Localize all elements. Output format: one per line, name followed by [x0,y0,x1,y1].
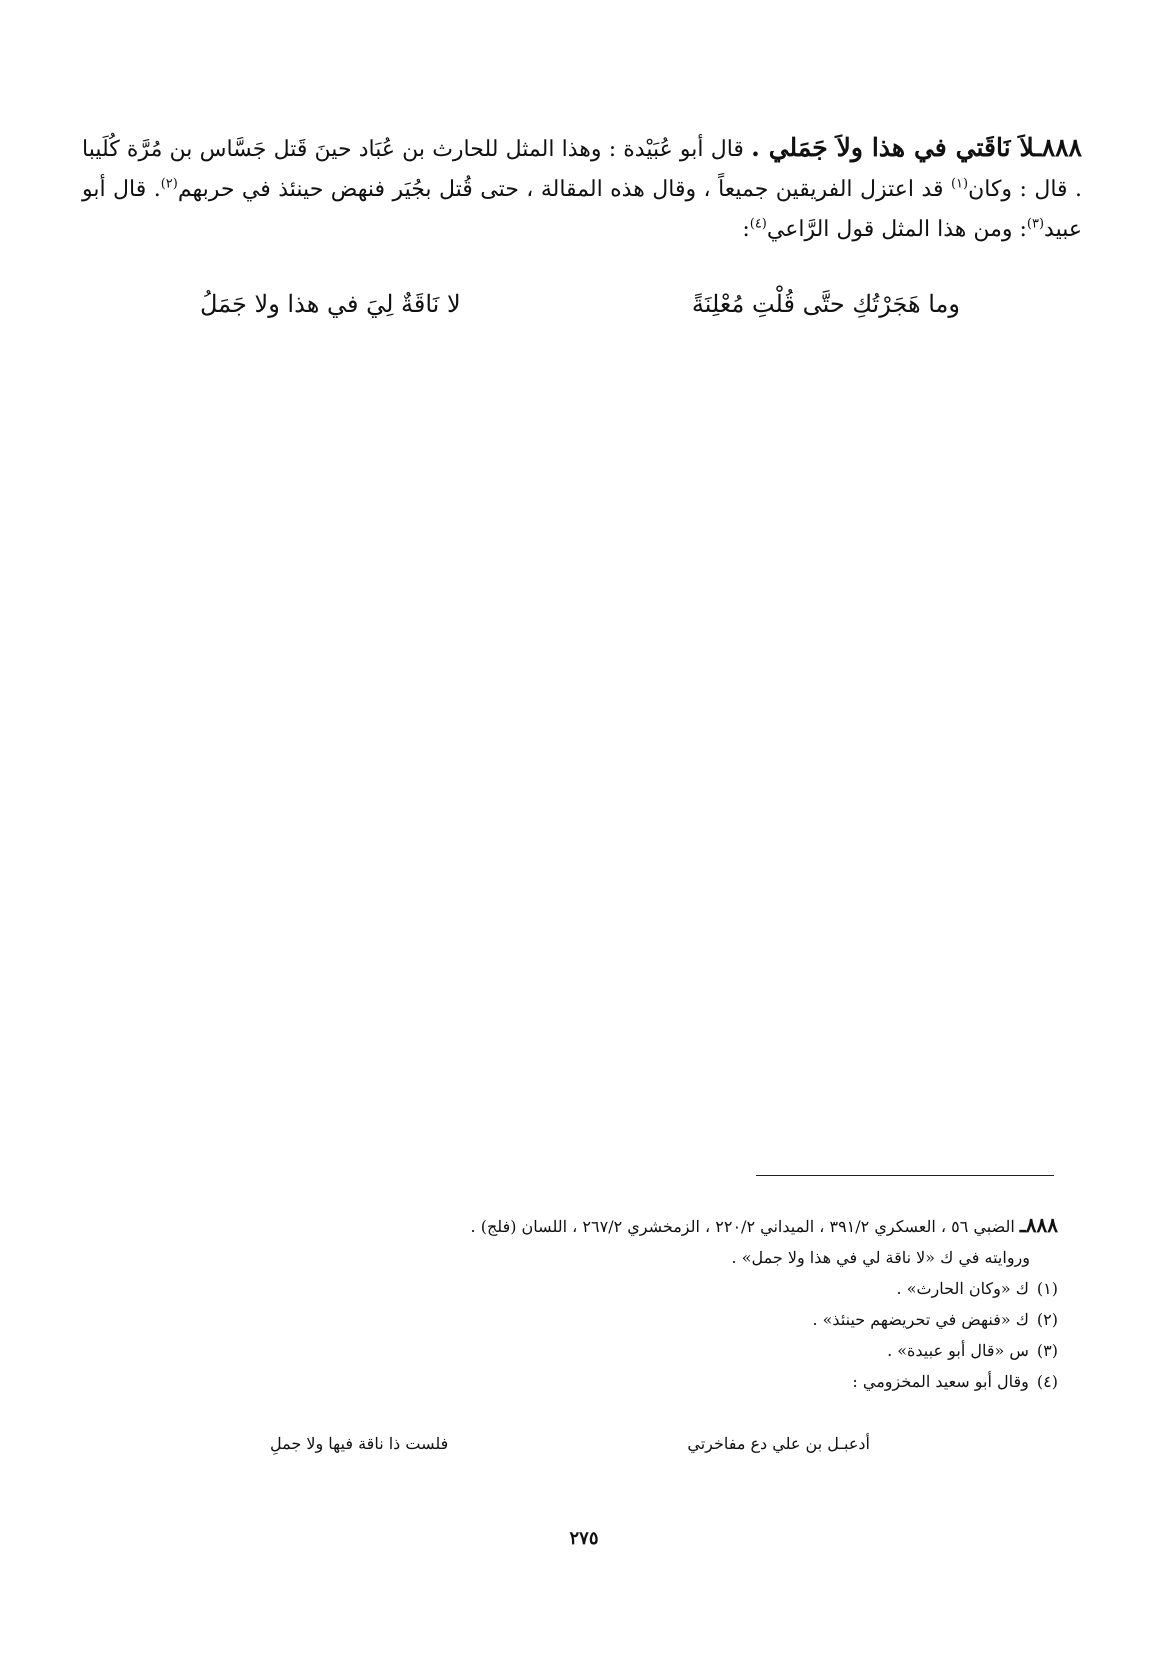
footnote-number: (٢) [1036,1310,1058,1329]
footnote-ref-2[interactable]: (٢) [160,176,178,192]
poem-verse [200,290,960,334]
footnote-riwaya: وروايته في ك «لا ناقة لي في هذا ولا جمل» . [731,1248,1030,1267]
footnote-separator [756,1175,1054,1176]
footnotes [220,1210,1058,1397]
entry-text-line3d: : [742,217,750,242]
footnote-text: س «قال أبو عبيدة» . [887,1341,1029,1360]
verse-second-hemistich: لا نَاقَةٌ لِيَ في هذا ولا جَمَلُ [200,290,461,318]
entry-body [82,128,1082,250]
entry-number: ٨٨٨ـ [1034,133,1082,162]
entry-text-line1: قال أبو عُبَيْدة : وهذا المثل للحارث بن عُبَاد حينَ قَتل [273,137,744,162]
footnote-text: ك «وكان الحارث» . [896,1279,1029,1298]
footnote-item [220,1304,1058,1335]
footnote-source-text: الضبي ٥٦ ، العسكري ٣٩١/٢ ، الميداني ٢٢٠/٢ ، الزمخشري ٢٦٧/٢ ، اللسان (فلج) . [470,1217,1015,1236]
footnote-text: وقال أبو سعيد المخزومي : [852,1372,1029,1391]
entry-text-line3a: فنهض حينئذ في حربهم [177,177,385,202]
footnote-ref-4[interactable]: (٤) [749,216,767,232]
entry-headword: لاَ نَاقَتي في هذا ولاَ جَمَلي . [751,133,1035,162]
entry-text-line2a: جَسَّاس بن مُرَّة كُلَيبا . قال : وكان [82,137,1083,202]
footnote-ref-1[interactable]: (١) [950,176,969,192]
footnote-number: (٤) [1036,1372,1058,1391]
entry-paragraph [82,128,1082,250]
footnote-verse [270,1434,870,1468]
footnote-source [220,1210,1058,1242]
page-number: ٢٧٥ [569,1528,599,1549]
entry-text-line3b: . قال أبو عبيد [82,177,1082,242]
footnote-number: (١) [1036,1279,1058,1298]
footnote-item [220,1273,1058,1304]
footnote-source-number: ٨٨٨ـ [1019,1213,1058,1237]
footnote-text: ك «فنهض في تحريضهم حينئذ» . [812,1310,1029,1329]
footnote-ref-3[interactable]: (٣) [1026,216,1045,232]
footnote-item [220,1335,1058,1366]
footnote-verse-second-hemistich: فلست ذا ناقة فيها ولا جملِ [270,1434,449,1453]
entry-text-line3c: : ومن هذا المثل قول الرَّاعي [766,217,1027,242]
verse-first-hemistich: وما هَجَرْتُكِ حتَّى قُلْتِ مُعْلِنَةً [691,290,960,318]
footnote-verse-first-hemistich: أدعبـل بن علي دع مفاخرتي [687,1434,870,1453]
entry-text-line2b: قد اعتزل الفريقين جميعاً ، وقال هذه المقالة ، حتى قُتل بجُيَر [392,177,944,202]
footnote-item [220,1366,1058,1397]
footnote-number: (٣) [1036,1341,1058,1360]
